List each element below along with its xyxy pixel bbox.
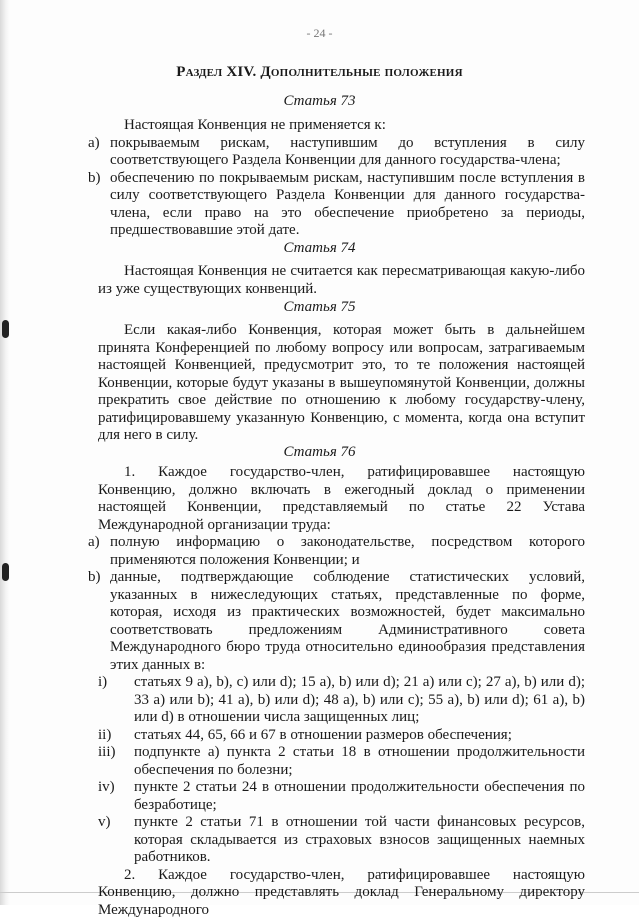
- article-73-body: [98, 117, 585, 240]
- item-text: полную информацию о законодательстве, посредством которого применяются положения Конвенции; и: [110, 534, 585, 569]
- article-73-title: Статья 73: [0, 93, 639, 110]
- subitem-i: [98, 674, 585, 727]
- article-74-title: Статья 74: [0, 240, 639, 257]
- item-text: данные, подтверждающие соблюдение статистических условий, указанных в нижеследующих статьях, представленные по форме, которая, исходя из практических возможностей, будет максимально соответствовать предложениям Административного совета Международного бюро труда относительно единообразия представления этих данных в:: [110, 569, 585, 674]
- item-marker: b): [88, 170, 110, 240]
- subitem-iii: [98, 744, 585, 779]
- article-75-title: Статья 75: [0, 299, 639, 316]
- article-74-text: Настоящая Конвенция не считается как пересматривающая какую-либо из уже существующих конвенций.: [98, 263, 585, 298]
- subitem-text: подпункте a) пункта 2 статьи 18 в отношении продолжительности обеспечения по болезни;: [134, 744, 585, 779]
- item-text: покрываемым рискам, наступившим до вступления в силу соответствующего Раздела Конвенции для данного государства-члена;: [110, 135, 585, 170]
- article-74-body: [98, 263, 585, 298]
- item-text: обеспечению по покрываемым рискам, наступившим после вступления в силу соответствующего Раздела Конвенции для данного государства-члена, если право на это обеспечение приобретено за периоды, предшествовавшие этой дате.: [110, 170, 585, 240]
- article-76-title: Статья 76: [0, 444, 639, 461]
- article-73-item-b: [88, 170, 585, 240]
- subitem-text: пункте 2 статьи 24 в отношении продолжительности обеспечения по безработице;: [134, 779, 585, 814]
- article-76-item-a: [88, 534, 585, 569]
- article-75-text: Если какая-либо Конвенция, которая может быть в дальнейшем принята Конференцией по любому вопросу или вопросам, затрагиваемым настоящей Конвенцией, предусмотрит это, то те положения настоящей Конвенции, которые будут указаны в вышеупомянутой Конвенции, должны прекратить свое действие по отношению к любому государству-члену, ратифицировавшему указанную Конвенцию, с момента, когда она вступит для него в силу.: [98, 322, 585, 445]
- punch-hole-mark: [2, 320, 9, 338]
- item-marker: a): [88, 534, 110, 569]
- subitem-text: пункте 2 статьи 71 в отношении той части финансовых ресурсов, которая складывается из страховых взносов защищенных наемных работников.: [134, 814, 585, 867]
- page-number: - 24 -: [0, 26, 639, 41]
- article-75-body: [98, 322, 585, 445]
- subitem-marker: iv): [98, 779, 134, 814]
- article-76-body: [98, 464, 585, 919]
- article-76-paragraph-1: 1. Каждое государство-член, ратифицировавшее настоящую Конвенцию, должно включать в ежегодный доклад о применении настоящей Конвенции, представляемый по статье 22 Устава Международной организации труда:: [98, 464, 585, 534]
- section-title: Раздел XIV. Дополнительные положения: [0, 64, 639, 81]
- item-marker: b): [88, 569, 110, 674]
- article-76-subitems: [98, 674, 585, 867]
- subitem-ii: [98, 727, 585, 745]
- subitem-text: статьях 9 a), b), c) или d); 15 a), b) или d); 21 a) или c); 27 a), b) или d); 33 a) или b); 41 a), b) или d); 48 a), b) или c); 55 a), b) или d); 61 a), b) или d) в отношении числа защищенных лиц;: [134, 674, 585, 727]
- punch-hole-mark: [2, 563, 9, 581]
- subitem-v: [98, 814, 585, 867]
- subitem-text: статьях 44, 65, 66 и 67 в отношении размеров обеспечения;: [134, 727, 585, 745]
- item-marker: a): [88, 135, 110, 170]
- subitem-marker: v): [98, 814, 134, 867]
- article-73-intro: Настоящая Конвенция не применяется к:: [98, 117, 585, 135]
- subitem-marker: iii): [98, 744, 134, 779]
- subitem-marker: ii): [98, 727, 134, 745]
- subitem-iv: [98, 779, 585, 814]
- article-73-item-a: [88, 135, 585, 170]
- article-76-item-b: [88, 569, 585, 674]
- subitem-marker: i): [98, 674, 134, 727]
- article-76-paragraph-2: 2. Каждое государство-член, ратифицировавшее настоящую Конвенцию, должно представлять доклад Генеральному директору Международного: [98, 867, 585, 919]
